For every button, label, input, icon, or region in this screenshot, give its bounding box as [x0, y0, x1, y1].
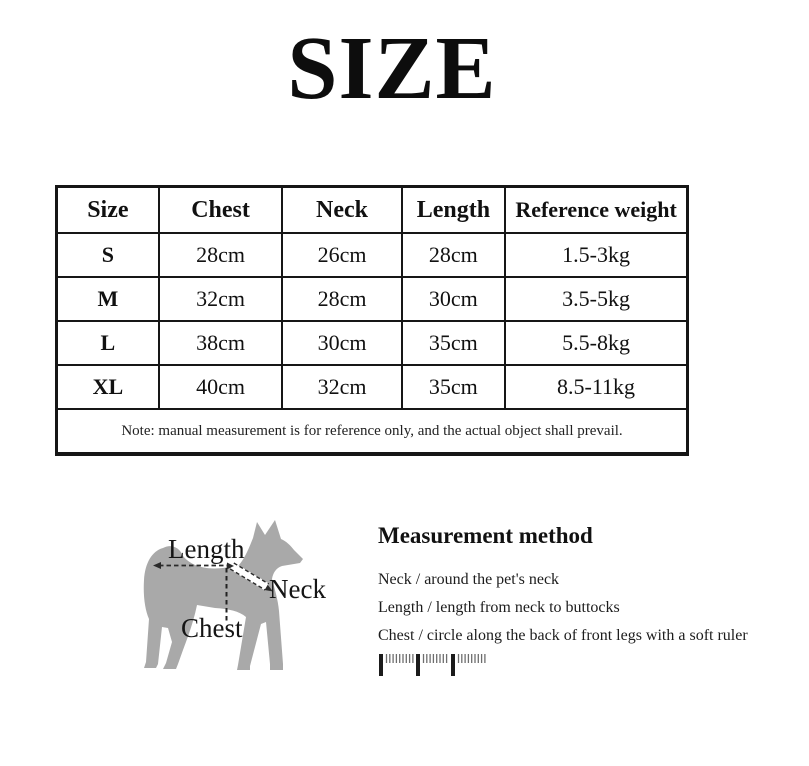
table-row [57, 321, 688, 365]
col-header-size: Size [57, 187, 159, 234]
col-header-weight: Reference weight [505, 187, 687, 234]
cell-weight: 8.5-11kg [505, 365, 687, 409]
cell-neck: 30cm [282, 321, 401, 365]
col-header-neck: Neck [282, 187, 401, 234]
cell-size: L [57, 321, 159, 365]
page-title: SIZE [287, 19, 497, 118]
table-header-row [57, 187, 688, 234]
diagram-label-length: Length [168, 534, 245, 564]
cell-length: 28cm [402, 233, 505, 277]
cell-length: 35cm [402, 365, 505, 409]
cell-size: XL [57, 365, 159, 409]
method-item-length: Length / length from neck to buttocks [378, 599, 620, 616]
cell-length: 30cm [402, 277, 505, 321]
diagram-label-chest: Chest [181, 613, 243, 643]
table-note-row [57, 409, 688, 454]
col-header-length: Length [402, 187, 505, 234]
col-header-chest: Chest [159, 187, 283, 234]
ruler-icon [378, 653, 490, 677]
cell-chest: 28cm [159, 233, 283, 277]
table-row [57, 233, 688, 277]
cell-size: M [57, 277, 159, 321]
cell-weight: 3.5-5kg [505, 277, 687, 321]
cell-weight: 5.5-8kg [505, 321, 687, 365]
cell-neck: 32cm [282, 365, 401, 409]
cell-neck: 28cm [282, 277, 401, 321]
table-row [57, 277, 688, 321]
cell-chest: 32cm [159, 277, 283, 321]
cell-neck: 26cm [282, 233, 401, 277]
table-row [57, 365, 688, 409]
cell-weight: 1.5-3kg [505, 233, 687, 277]
cell-length: 35cm [402, 321, 505, 365]
cell-chest: 40cm [159, 365, 283, 409]
size-table-wrapper [55, 185, 689, 456]
size-table [55, 185, 689, 456]
cell-size: S [57, 233, 159, 277]
table-note: Note: manual measurement is for reference only, and the actual object shall prevail. [57, 409, 688, 454]
cell-chest: 38cm [159, 321, 283, 365]
method-item-neck: Neck / around the pet's neck [378, 571, 560, 588]
method-item-chest: Chest / circle along the back of front legs with a soft ruler [378, 627, 748, 644]
measurement-method-section [378, 523, 748, 677]
diagram-label-neck: Neck [269, 574, 326, 604]
measurement-method-title: Measurement method [378, 523, 593, 548]
